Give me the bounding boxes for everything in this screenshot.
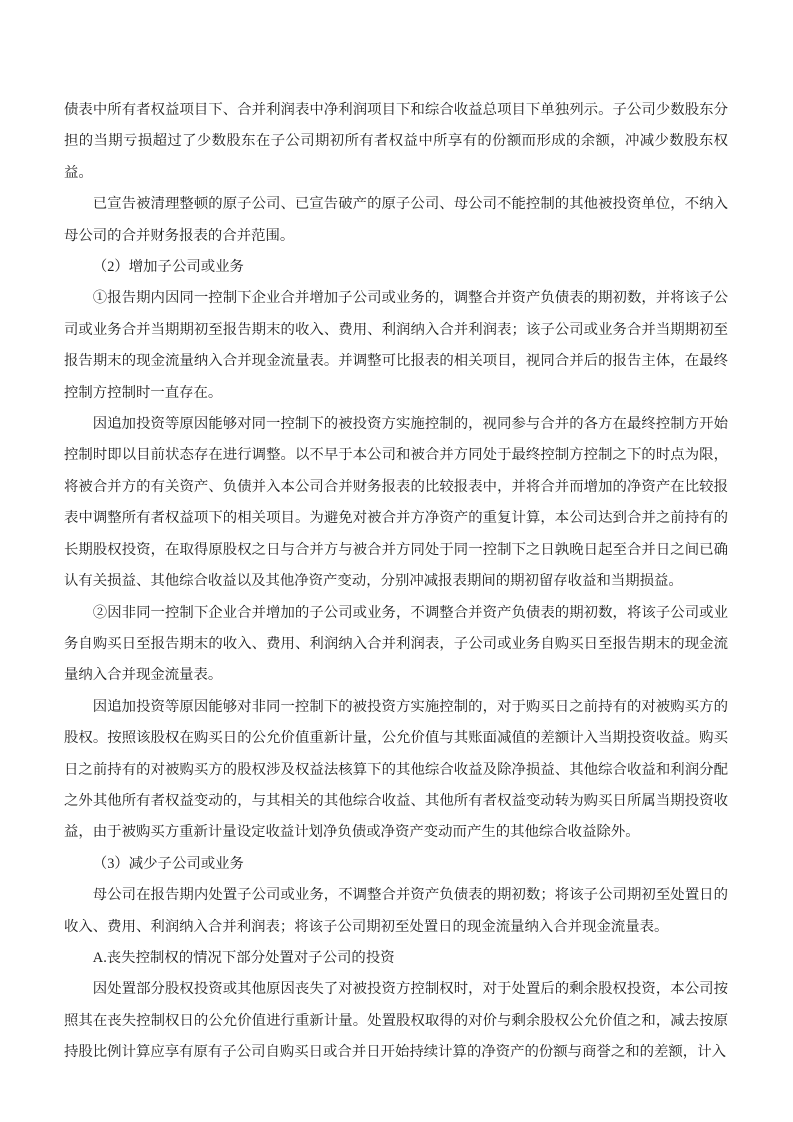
- paragraph-disposal-subsidiary: 母公司在报告期内处置子公司或业务，不调整合并资产负债表的期初数；将该子公司期初至处置日的收入、费用、利润纳入合并利润表；将该子公司期初至处置日的现金流量纳入合并现金流量表。: [64, 887, 728, 935]
- heading-add-subsidiary: （2）增加子公司或业务: [92, 259, 244, 276]
- paragraph-same-control-merger: ①报告期内因同一控制下企业合并增加子公司或业务的，调整合并资产负债表的期初数，并将该子公司或业务合并当期期初至报告期末的收入、费用、利润纳入合并利润表；该子公司或业务合并当期期初至报告期末的现金流量纳入合并现金流量表。并调整可比报表的相关项目，视同合并后的报告主体，在最终控制方控制时一直存在。: [64, 290, 728, 401]
- document-content: [64, 95, 728, 1069]
- paragraph-excluded-scope: 已宣告被清理整顿的原子公司、已宣告破产的原子公司、母公司不能控制的其他被投资单位，不纳入母公司的合并财务报表的合并范围。: [64, 196, 728, 244]
- paragraph-non-same-control-merger: ②因非同一控制下企业合并增加的子公司或业务，不调整合并资产负债表的期初数，将该子公司或业务自购买日至报告期末的收入、费用、利润纳入合并利润表，子公司或业务自购买日至报告期末的现金流量纳入合并现金流量表。: [64, 604, 728, 684]
- paragraph-partial-disposal: 因处置部分股权投资或其他原因丧失了对被投资方控制权时，对于处置后的剩余股权投资，本公司按照其在丧失控制权日的公允价值进行重新计量。处置股权取得的对价与剩余股权公允价值之和，减去按原持股比例计算应享有原有子公司自购买日或合并日开始持续计算的净资产的份额与商誉之和的差额，计入: [64, 981, 728, 1061]
- paragraph-same-control-additional-investment: 因追加投资等原因能够对同一控制下的被投资方实施控制的，视同参与合并的各方在最终控制方开始控制时即以目前状态存在进行调整。以不早于本公司和被合并方同处于最终控制方控制之下的时点为限，将被合并方的有关资产、负债并入本公司合并财务报表的比较报表中，并将合并而增加的净资产在比较报表中调整所有者权益项下的相关项目。为避免对被合并方净资产的重复计算，本公司达到合并之前持有的长期股权投资，在取得原股权之日与合并方与被合并方同处于同一控制下之日孰晚日起至合并日之间已确认有关损益、其他综合收益以及其他净资产变动，分别冲减报表期间的期初留存收益和当期损益。: [64, 416, 728, 590]
- paragraph-non-same-control-additional-investment: 因追加投资等原因能够对非同一控制下的被投资方实施控制的，对于购买日之前持有的对被购买方的股权。按照该股权在购买日的公允价值重新计量，公允价值与其账面减值的差额计入当期投资收益。购买日之前持有的对被购买方的股权涉及权益法核算下的其他综合收益及除净损益、其他综合收益和利润分配之外其他所有者权益变动的，与其相关的其他综合收益、其他所有者权益变动转为购买日所属当期投资收益，由于被购买方重新计量设定收益计划净负债或净资产变动而产生的其他综合收益除外。: [64, 698, 728, 841]
- heading-loss-of-control: A.丧失控制权的情况下部分处置对子公司的投资: [92, 949, 395, 966]
- paragraph-continuation: 债表中所有者权益项目下、合并利润表中净利润项目下和综合收益总项目下单独列示。子公司少数股东分担的当期亏损超过了少数股东在子公司期初所有者权益中所享有的份额而形成的余额，冲减少数股东权益。: [64, 102, 728, 181]
- heading-reduce-subsidiary: （3）减少子公司或业务: [92, 855, 244, 872]
